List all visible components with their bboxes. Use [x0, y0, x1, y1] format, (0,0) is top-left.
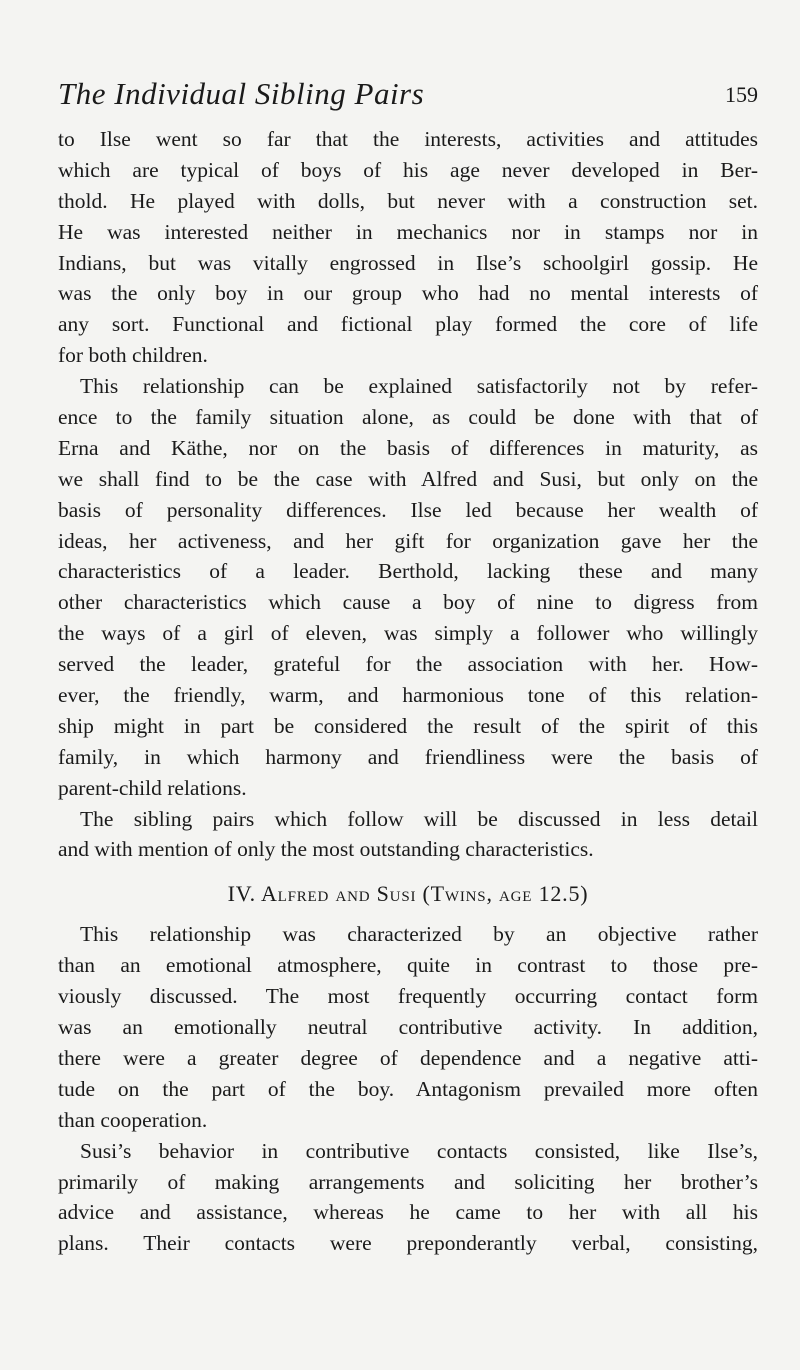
paragraph [58, 1136, 758, 1260]
paragraph [58, 919, 758, 1135]
text-line: was an emotionally neutral contributive activity. In addition, [58, 1015, 758, 1040]
text-line: characteristics of a leader. Berthold, lacking these and many [58, 559, 758, 584]
text-line: basis of personality differences. Ilse led because her wealth of [58, 497, 758, 522]
body-text [58, 124, 758, 1259]
text-line: than an emotional atmosphere, quite in contrast to those pre- [58, 953, 758, 978]
text-line: viously discussed. The most frequently occurring contact form [58, 984, 758, 1009]
text-line: than cooperation. [58, 1107, 208, 1132]
running-title: The Individual Sibling Pairs [58, 76, 425, 111]
text-line: plans. Their contacts were preponderantly verbal, consisting, [58, 1231, 758, 1256]
text-line: The sibling pairs which follow will be discussed in less detail [80, 806, 758, 831]
text-line: thold. He played with dolls, but never with a construction set. [58, 188, 758, 213]
text-line: we shall find to be the case with Alfred and Susi, but only on the [58, 466, 758, 491]
paragraph [58, 371, 758, 803]
paragraph [58, 124, 758, 371]
text-line: ence to the family situation alone, as could be done with that of [58, 405, 758, 430]
text-line: Susi’s behavior in contributive contacts consisted, like Ilse’s, [80, 1138, 758, 1163]
text-line: to Ilse went so far that the interests, activities and attitudes [58, 127, 758, 151]
text-line: parent-child relations. [58, 775, 247, 800]
text-line: any sort. Functional and fictional play formed the core of life [58, 312, 758, 337]
text-line: served the leader, grateful for the association with her. How- [58, 652, 758, 677]
text-line: ever, the friendly, warm, and harmonious tone of this relation- [58, 683, 758, 708]
page-number: 159 [725, 82, 758, 107]
text-line: tude on the part of the boy. Antagonism prevailed more often [58, 1076, 758, 1101]
text-line: the ways of a girl of eleven, was simply a follower who willingly [58, 621, 758, 646]
text-line: ideas, her activeness, and her gift for organization gave her the [58, 528, 758, 553]
text-line: other characteristics which cause a boy of nine to digress from [58, 590, 758, 615]
text-line: and with mention of only the most outstanding characteristics. [58, 837, 594, 862]
text-line: primarily of making arrangements and soliciting her brother’s [58, 1169, 758, 1194]
text-line: advice and assistance, whereas he came to her with all his [58, 1200, 758, 1225]
text-line: family, in which harmony and friendliness were the basis of [58, 744, 758, 769]
text-line: This relationship was characterized by an objective rather [80, 922, 758, 947]
text-line: This relationship can be explained satisfactorily not by refer- [80, 374, 758, 399]
text-line: there were a greater degree of dependence and a negative atti- [58, 1045, 758, 1070]
paragraph [58, 804, 758, 866]
text-line: ship might in part be considered the result of the spirit of this [58, 713, 758, 738]
text-line: was the only boy in our group who had no mental interests of [58, 281, 758, 306]
running-head [58, 76, 758, 116]
text-line: Erna and Käthe, nor on the basis of differences in maturity, as [58, 435, 758, 460]
text-line: which are typical of boys of his age never developed in Ber- [58, 157, 758, 182]
text-line: He was interested neither in mechanics nor in stamps nor in [58, 219, 758, 244]
section-heading: IV. Alfred and Susi (Twins, age 12.5) [227, 881, 589, 907]
text-line: for both children. [58, 343, 208, 368]
text-line: Indians, but was vitally engrossed in Ilse’s schoolgirl gossip. He [58, 250, 758, 275]
